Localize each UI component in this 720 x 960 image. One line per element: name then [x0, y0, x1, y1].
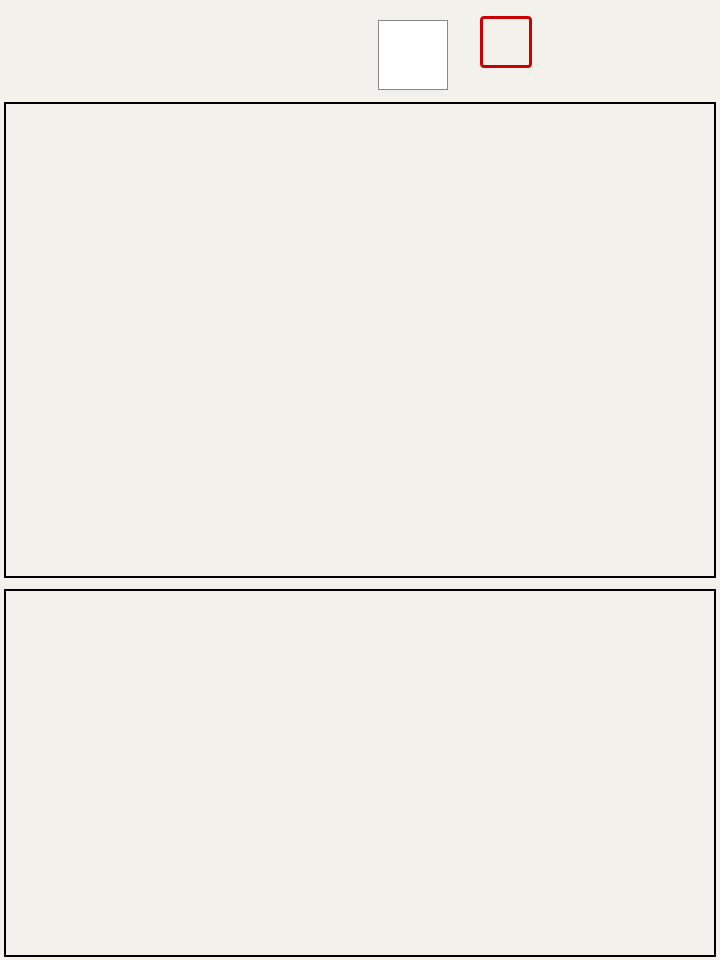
annual-luck-table — [4, 589, 716, 957]
gender — [12, 30, 19, 44]
seal-logo — [480, 16, 532, 68]
header — [0, 0, 720, 100]
qr-code-image — [379, 21, 447, 89]
qr-code[interactable] — [378, 20, 448, 90]
chart-grid — [4, 102, 716, 578]
